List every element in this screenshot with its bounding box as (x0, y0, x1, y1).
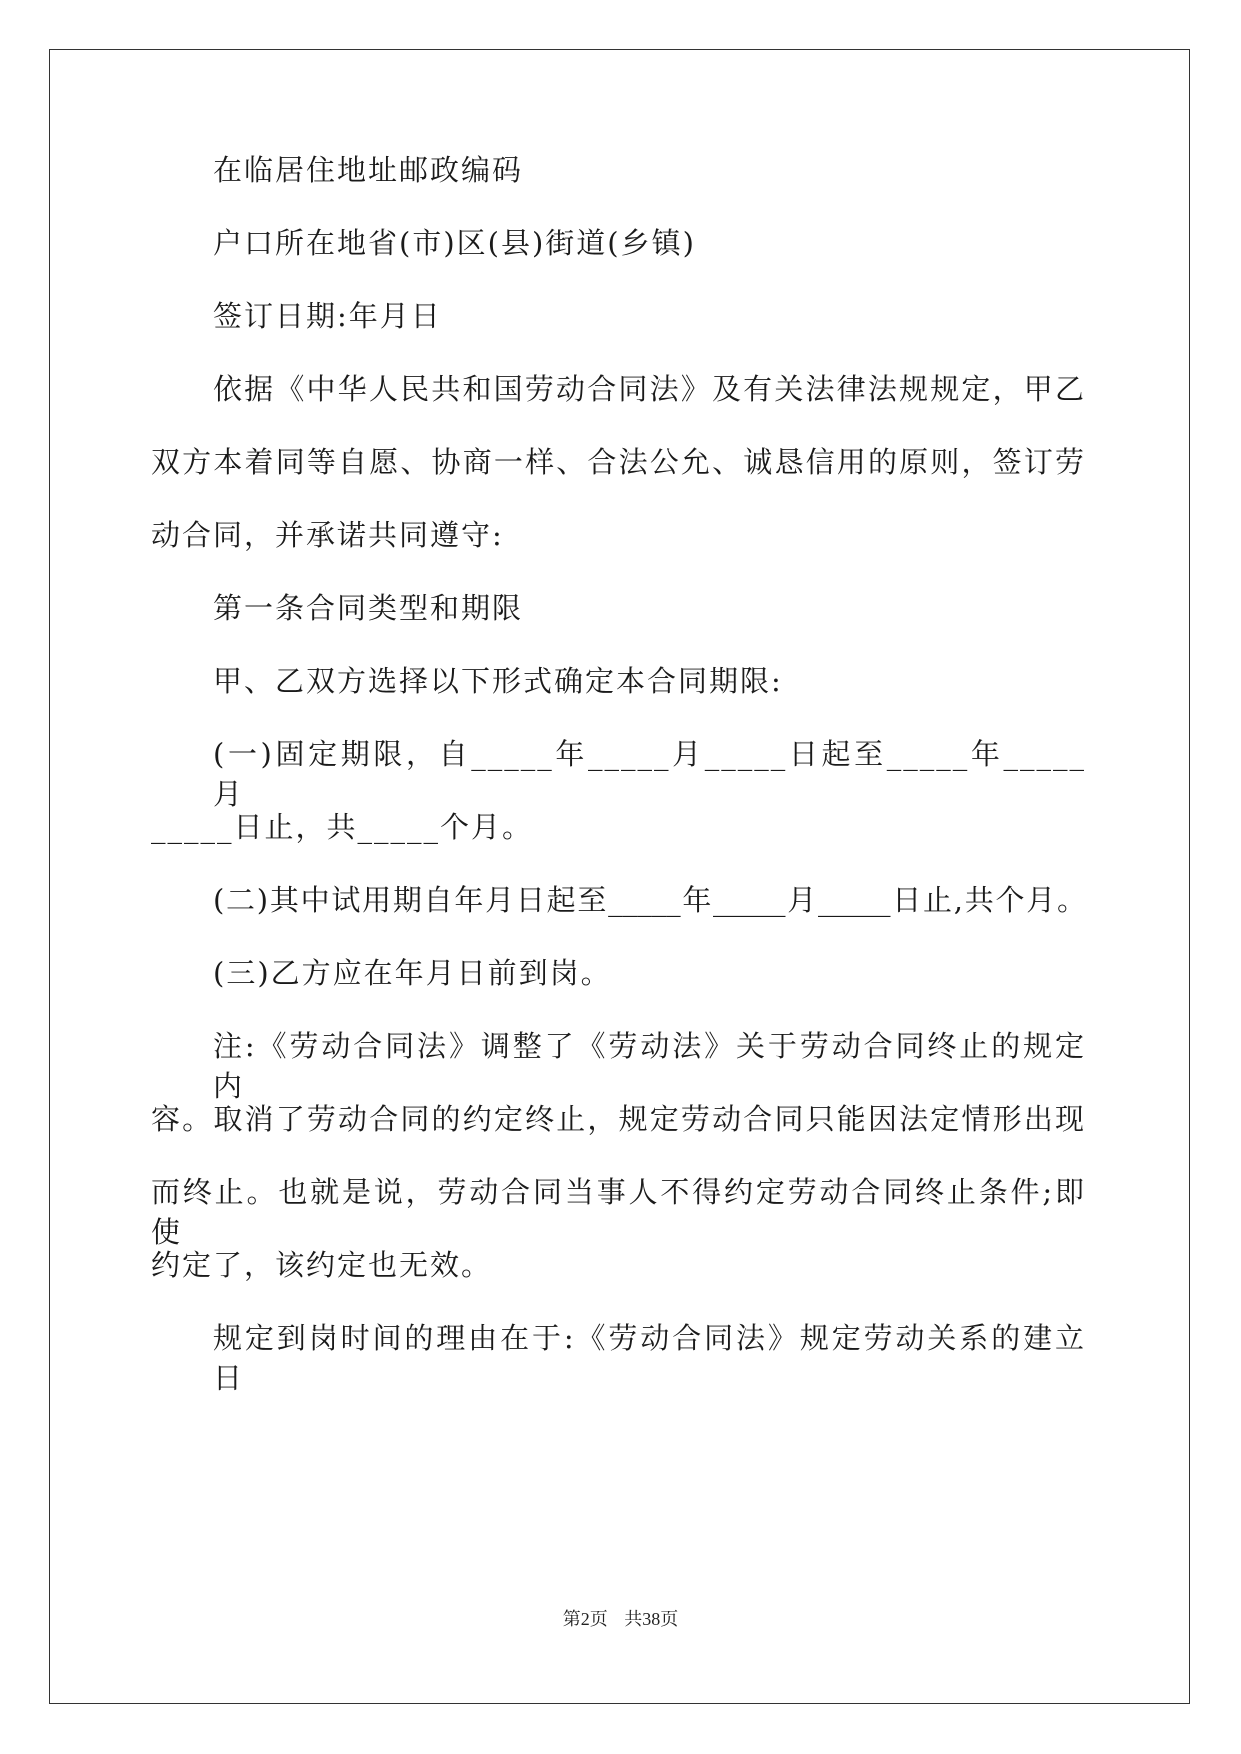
text-line: 双方本着同等自愿、协商一样、合法公允、诚恳信用的原则，签订劳 (151, 445, 1086, 479)
text-line: 依据《中华人民共和国劳动合同法》及有关法律法规规定，甲乙 (213, 372, 1086, 406)
page-number: 第2页 (562, 1609, 608, 1629)
text-line: (一)固定期限，自_____年_____月_____日起至_____年_____月 (213, 737, 1086, 811)
text-line: 户口所在地省(市)区(县)街道(乡镇) (213, 226, 696, 260)
text-line: 动合同，并承诺共同遵守: (151, 518, 504, 552)
text-line: 规定到岗时间的理由在于:《劳动合同法》规定劳动关系的建立日 (213, 1321, 1086, 1395)
text-line: 而终止。也就是说，劳动合同当事人不得约定劳动合同终止条件;即使 (151, 1175, 1086, 1249)
text-line: 注:《劳动合同法》调整了《劳动法》关于劳动合同终止的规定内 (213, 1029, 1086, 1103)
text-line: (三)乙方应在年月日前到岗。 (213, 956, 612, 990)
text-line: 甲、乙双方选择以下形式确定本合同期限: (213, 664, 783, 698)
page-total: 共38页 (624, 1609, 679, 1629)
text-line: 在临居住地址邮政编码 (213, 153, 524, 187)
page-footer (0, 1607, 1241, 1631)
text-line: 容。取消了劳动合同的约定终止，规定劳动合同只能因法定情形出现 (151, 1102, 1086, 1136)
section-heading: 第一条合同类型和期限 (213, 591, 524, 625)
text-line: _____日止，共_____个月。 (151, 810, 534, 844)
text-line: 约定了，该约定也无效。 (151, 1248, 493, 1282)
text-line: (二)其中试用期自年月日起至_____年_____月_____日止,共个月。 (213, 883, 1086, 917)
text-line: 签订日期:年月日 (213, 299, 442, 333)
